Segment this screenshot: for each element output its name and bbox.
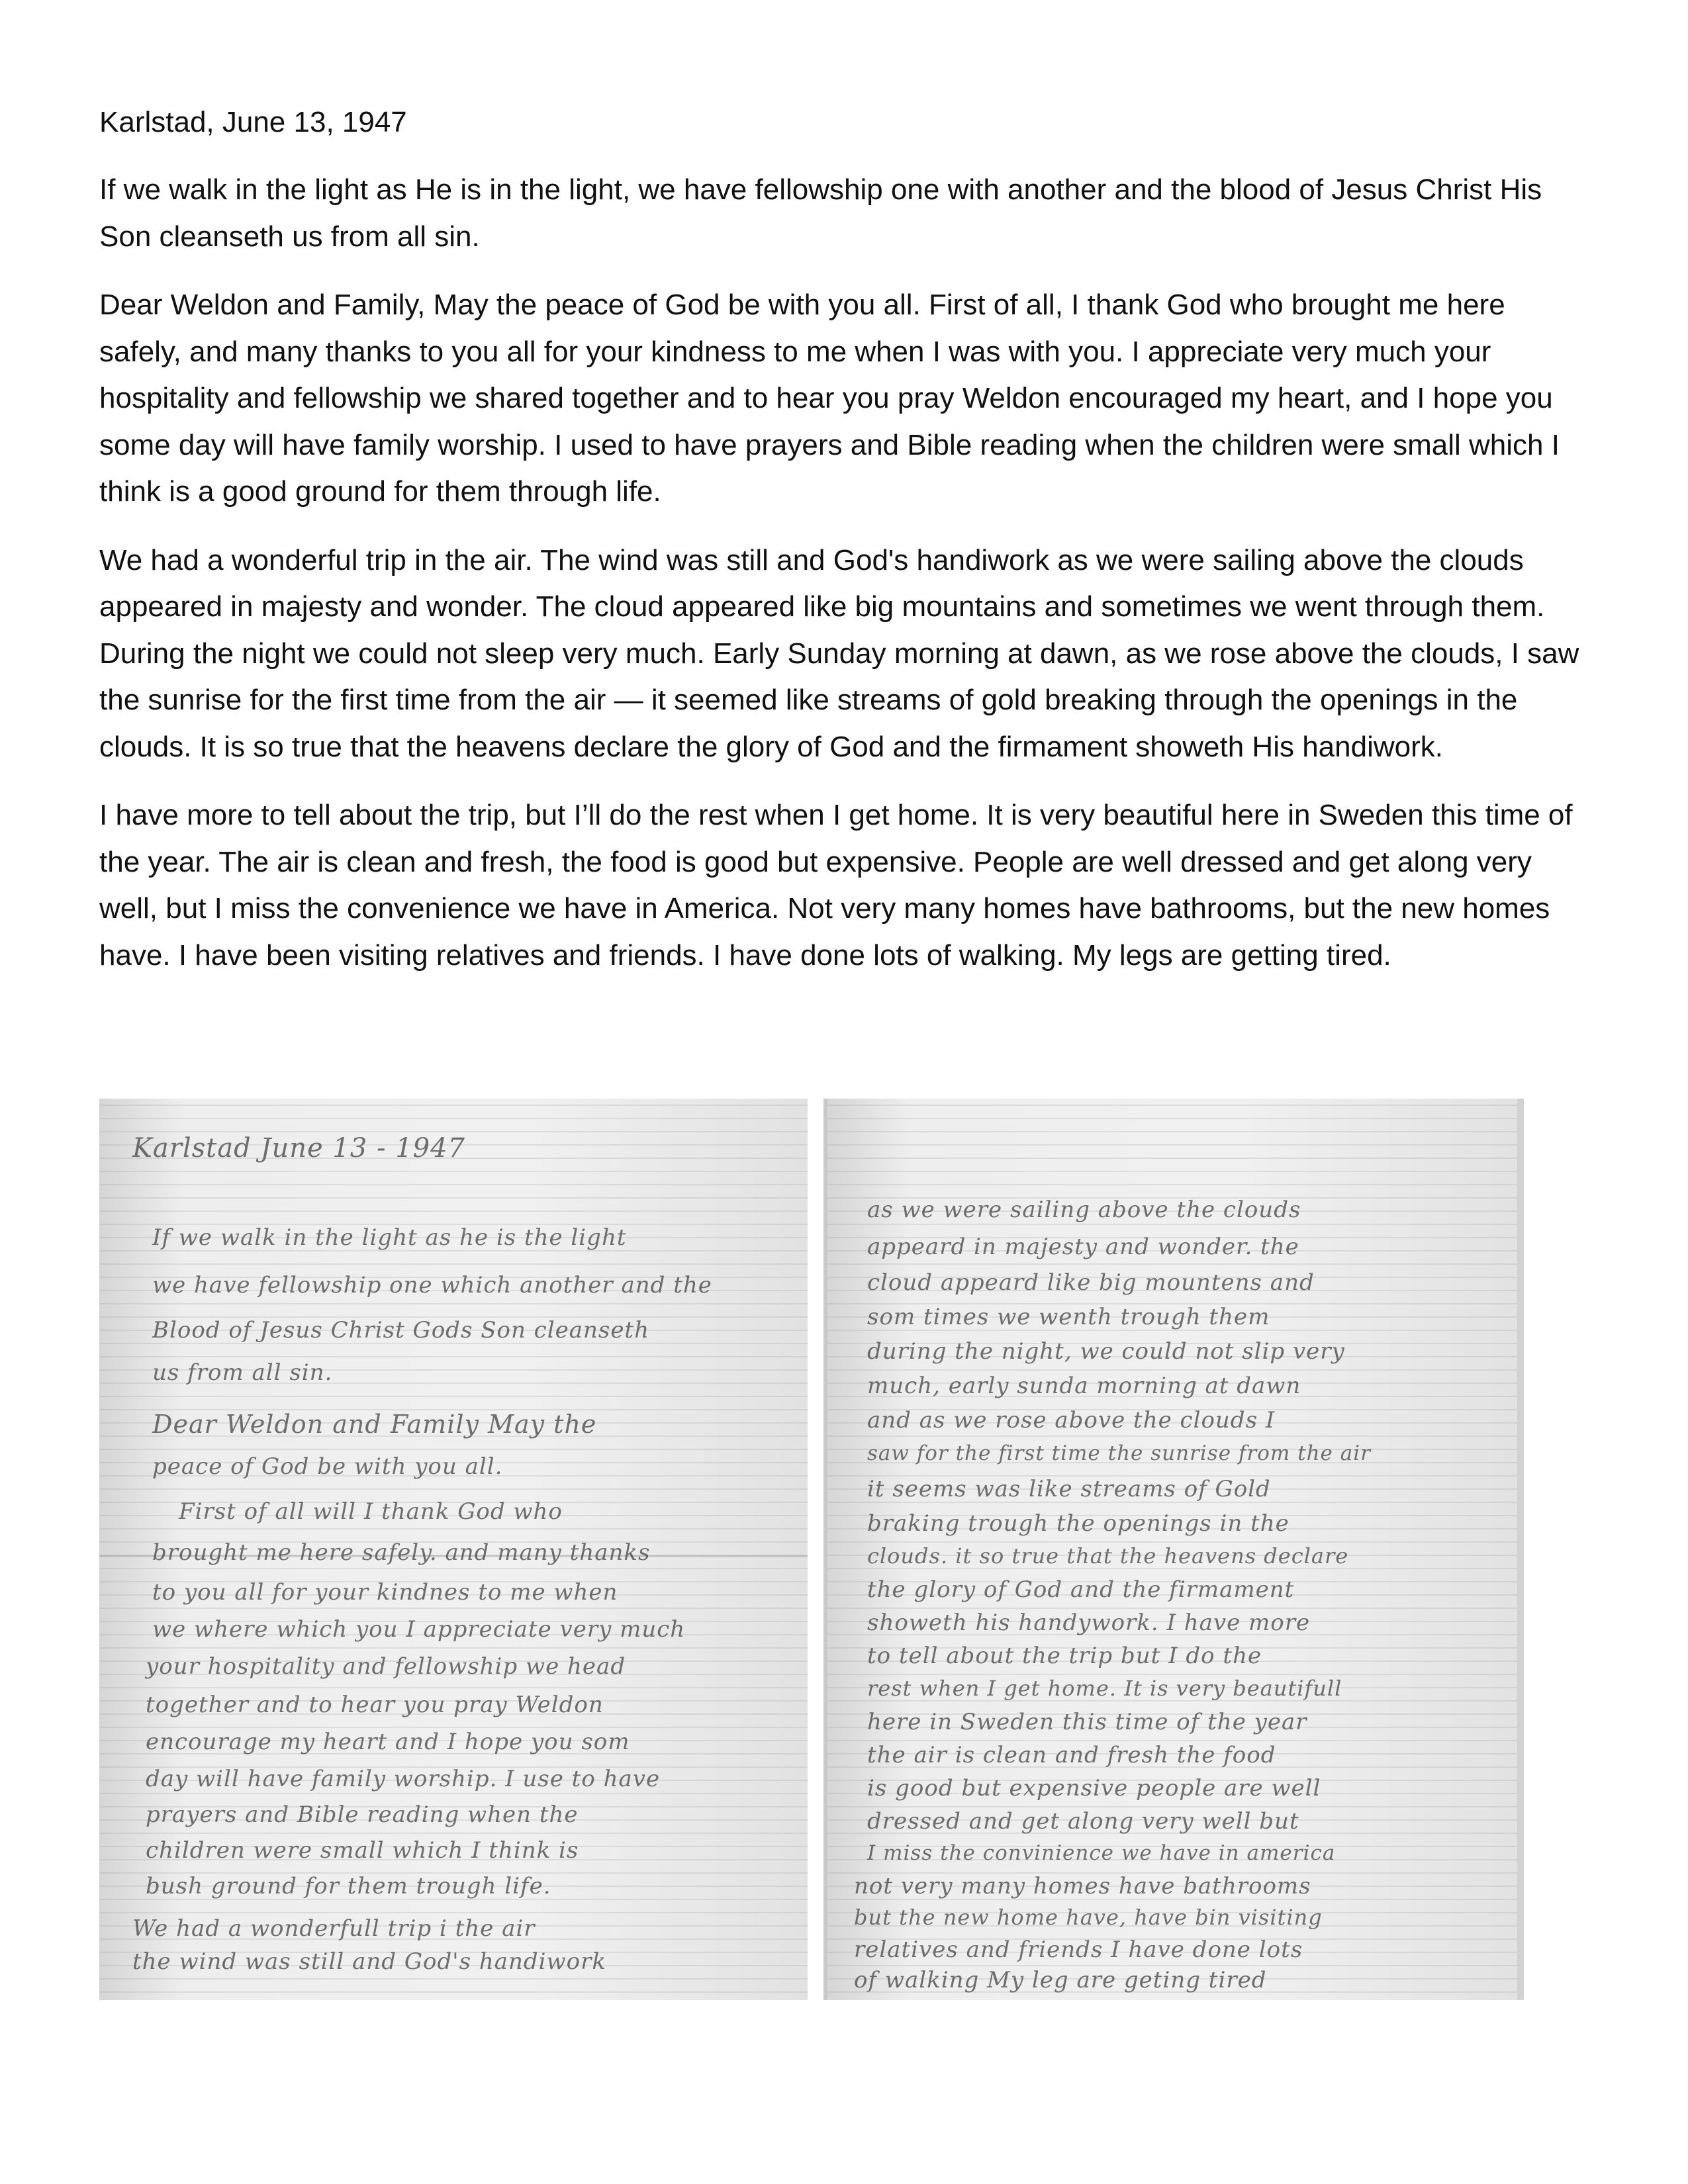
handwritten-line: us from all sin. (152, 1359, 333, 1386)
letter-transcription (99, 99, 1589, 1001)
handwritten-line: to tell about the trip but I do the (867, 1643, 1262, 1669)
handwritten-line: children were small which I think is (146, 1837, 579, 1864)
handwritten-line: saw for the first time the sunrise from the air (867, 1441, 1371, 1465)
letter-dateline: Karlstad, June 13, 1947 (99, 106, 407, 138)
handwritten-line: your hospitality and fellowship we head (146, 1653, 626, 1680)
handwritten-line: it seems was like streams of Gold (867, 1476, 1271, 1502)
handwritten-line: the glory of God and the firmament (867, 1576, 1295, 1603)
handwritten-line: is good but expensive people are well (867, 1775, 1321, 1801)
handwritten-line: the wind was still and God's handiwork (132, 1948, 606, 1975)
handwritten-line: we where which you I appreciate very much (152, 1616, 686, 1643)
letter-paragraph-trip: We had a wonderful trip in the air. The wind was still and God's handiwork as we were sailing above the clouds appeared in majesty and wonder. The cloud appeared like big mountains and sometimes we went through them. During the night we could not sleep very much. Early Sunday morning at dawn, as we rose above the clouds, I saw the sunrise for the first time from the air — it seemed like streams of gold breaking through the openings in the clouds. It is so true that the heavens declare the glory of God and the firmament showeth His handiwork. (99, 543, 1579, 763)
handwritten-line: Karlstad June 13 - 1947 (132, 1133, 465, 1163)
handwritten-line: Dear Weldon and Family May the (152, 1410, 597, 1439)
handwritten-line: brought me here safely. and many thanks (152, 1539, 651, 1566)
handwritten-line: day will have family worship. I use to have (146, 1766, 661, 1792)
handwritten-line: but the new home have, have bin visiting (854, 1905, 1323, 1930)
handwritten-line: som times we wenth trough them (867, 1304, 1270, 1330)
handwritten-line: encourage my heart and I hope you som (146, 1729, 630, 1755)
handwritten-line: appeard in majesty and wonder. the (867, 1234, 1299, 1260)
handwritten-scan-page-1 (99, 1099, 808, 2000)
handwritten-line: prayers and Bible reading when the (146, 1801, 579, 1828)
letter-paragraph-sweden: I have more to tell about the trip, but I’ll do the rest when I get home. It is very beautiful here in Sweden this time of the year. The air is clean and fresh, the food is good but expensive. People are well dressed and get along very well, but I miss the convenience we have in America. Not very many homes have bathrooms, but the new homes have. I have been visiting relatives and friends. I have done lots of walking. My legs are getting tired. (99, 799, 1573, 972)
handwritten-line: we have fellowship one which another and the (152, 1272, 712, 1298)
handwritten-line: as we were sailing above the clouds (867, 1197, 1301, 1223)
handwritten-line: here in Sweden this time of the year (867, 1709, 1307, 1735)
handwritten-line: together and to hear you pray Weldon (146, 1692, 604, 1718)
handwritten-line: during the night, we could not slip very (867, 1338, 1345, 1365)
handwritten-line: showeth his handywork. I have more (867, 1610, 1311, 1636)
handwritten-scan-page-2 (823, 1099, 1524, 2000)
handwritten-line: First of all will I thank God who (179, 1498, 563, 1525)
handwritten-line: dressed and get along very well but (867, 1808, 1299, 1835)
handwritten-line: If we walk in the light as he is the light (152, 1224, 627, 1251)
handwritten-line: clouds. it so true that the heavens declare (867, 1543, 1349, 1569)
handwritten-line: peace of God be with you all. (152, 1453, 503, 1480)
handwritten-line: We had a wonderfull trip i the air (132, 1915, 536, 1942)
handwritten-line: to you all for your kindnes to me when (152, 1579, 618, 1606)
letter-paragraph-greeting: Dear Weldon and Family, May the peace of God be with you all. First of all, I thank God who brought me here safely, and many thanks to you all for your kindness to me when I was with you. I appreciate very much your hospitality and fellowship we shared together and to hear you pray Weldon encouraged my heart, and I hope you some day will have family worship. I used to have prayers and Bible reading when the children were small which I think is a good ground for them through life. (99, 289, 1560, 508)
handwritten-line: not very many homes have bathrooms (854, 1873, 1311, 1899)
handwritten-line: the air is clean and fresh the food (867, 1742, 1276, 1768)
handwritten-line: much, early sunda morning at dawn (867, 1373, 1301, 1399)
handwritten-line: bush ground for them trough life. (146, 1873, 551, 1899)
handwritten-line: Blood of Jesus Christ Gods Son cleanseth (152, 1317, 649, 1343)
handwritten-line: I miss the convinience we have in america (867, 1841, 1336, 1865)
letter-paragraph-scripture: If we walk in the light as He is in the light, we have fellowship one with another and the blood of Jesus Christ His Son cleanseth us from all sin. (99, 173, 1542, 253)
handwritten-line: of walking My leg are geting tired (854, 1967, 1267, 1993)
handwritten-line: braking trough the openings in the (867, 1510, 1289, 1537)
handwritten-line: relatives and friends I have done lots (854, 1936, 1303, 1963)
handwritten-line: rest when I get home. It is very beautifull (867, 1676, 1342, 1701)
handwritten-line: and as we rose above the clouds I (867, 1407, 1276, 1433)
handwritten-line: cloud appeard like big mountens and (867, 1269, 1315, 1296)
